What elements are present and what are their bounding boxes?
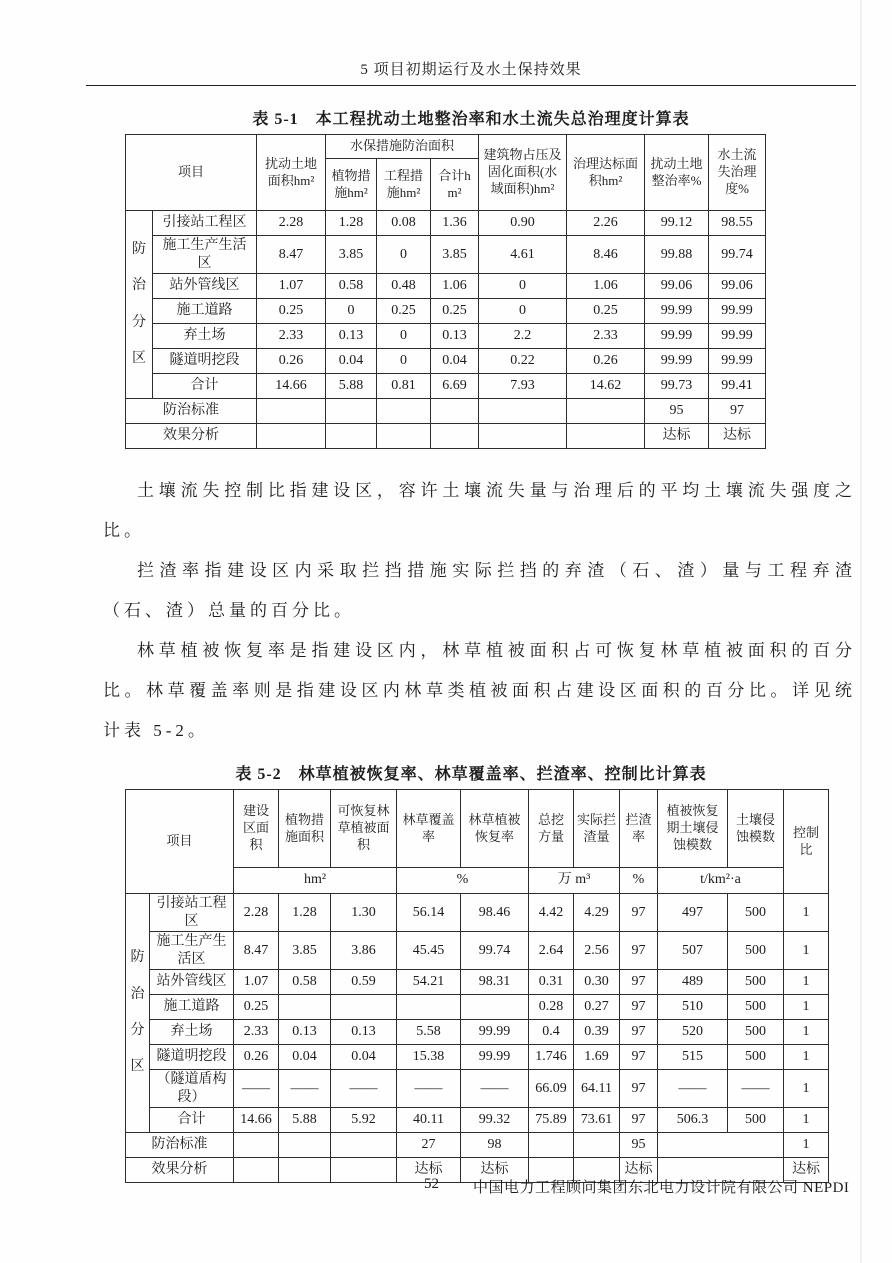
table-cell: 5.88 <box>279 1108 331 1133</box>
table-cell: 施工道路 <box>150 995 234 1020</box>
table-cell <box>431 399 479 424</box>
table-cell <box>279 995 331 1020</box>
table-row <box>126 399 766 424</box>
table-cell: 0.26 <box>567 349 645 374</box>
table-cell: 4.42 <box>529 894 574 932</box>
table-cell: 1 <box>784 1045 829 1070</box>
table-cell: 0.04 <box>326 349 377 374</box>
column-header: % <box>620 868 658 894</box>
table-cell: 500 <box>728 1108 784 1133</box>
table-cell: 0 <box>479 274 567 299</box>
table-cell: 14.66 <box>257 374 326 399</box>
table-cell <box>234 1133 279 1158</box>
table-cell: 73.61 <box>574 1108 620 1133</box>
table-cell: 515 <box>658 1045 728 1070</box>
table-cell: 99.32 <box>461 1108 529 1133</box>
table-cell: 0.04 <box>431 349 479 374</box>
table-cell: 40.11 <box>397 1108 461 1133</box>
page-number: 52 <box>424 1176 439 1192</box>
table-cell: —— <box>461 1070 529 1108</box>
table-cell: 弃土场 <box>153 324 257 349</box>
table-row <box>126 299 766 324</box>
table-cell: 97 <box>620 932 658 970</box>
table-5-1-body <box>126 211 766 449</box>
table-cell: 2.26 <box>567 211 645 236</box>
table-cell: 1 <box>784 1070 829 1108</box>
table-cell: 1.69 <box>574 1045 620 1070</box>
table-cell <box>257 424 326 449</box>
column-header: 控制比 <box>784 790 829 894</box>
table-cell: 99.74 <box>461 932 529 970</box>
table-row <box>126 995 829 1020</box>
table-cell: 0.58 <box>326 274 377 299</box>
table-cell: 56.14 <box>397 894 461 932</box>
column-header: 扰动土地整治率% <box>645 135 709 211</box>
column-header: 林草植被恢复率 <box>461 790 529 868</box>
table-cell: 6.69 <box>431 374 479 399</box>
table-cell: 14.66 <box>234 1108 279 1133</box>
table-cell: 防治标准 <box>126 399 257 424</box>
table-row <box>126 1070 829 1108</box>
table-row <box>126 1045 829 1070</box>
table-cell: 1.06 <box>431 274 479 299</box>
table-row <box>126 1020 829 1045</box>
table-cell: 1.07 <box>234 970 279 995</box>
table-cell: 0.13 <box>279 1020 331 1045</box>
table-cell <box>397 995 461 1020</box>
table-row <box>126 424 766 449</box>
table-cell: （隧道盾构段） <box>150 1070 234 1108</box>
table-5-1-head <box>126 135 766 211</box>
table-row <box>126 274 766 299</box>
table-cell <box>257 399 326 424</box>
running-header: 5 项目初期运行及水土保持效果 <box>360 62 582 78</box>
column-header: % <box>397 868 529 894</box>
table-cell: 75.89 <box>529 1108 574 1133</box>
table-cell: 0.26 <box>257 349 326 374</box>
table-cell: 0.30 <box>574 970 620 995</box>
table-cell <box>567 424 645 449</box>
table-cell: 1 <box>784 995 829 1020</box>
table-cell: —— <box>658 1070 728 1108</box>
table-cell: 98.46 <box>461 894 529 932</box>
table-cell: 2.56 <box>574 932 620 970</box>
table-cell: 0.28 <box>529 995 574 1020</box>
table-cell: 施工道路 <box>153 299 257 324</box>
table-cell: 达标 <box>645 424 709 449</box>
table-row <box>126 135 766 159</box>
running-footer <box>0 1176 892 1196</box>
table-row <box>126 932 829 970</box>
table-cell: 0.58 <box>279 970 331 995</box>
table-cell: 1 <box>784 970 829 995</box>
table-cell: 500 <box>728 894 784 932</box>
table-cell: 520 <box>658 1020 728 1045</box>
table-cell: 站外管线区 <box>153 274 257 299</box>
column-header: 项目 <box>126 790 234 894</box>
table-cell: 99.06 <box>645 274 709 299</box>
table-cell: 1.07 <box>257 274 326 299</box>
table-cell: 0 <box>377 324 431 349</box>
paragraph-vegetation-recovery-rate: 林草植被恢复率是指建设区内，林草植被面积占可恢复林草植被面积的百分比。林草覆盖率则是指建设区内林草类植被面积占建设区面积的百分比。详见统计表 5-2。 <box>103 641 856 740</box>
column-header: 工程措施hm² <box>377 159 431 211</box>
table-cell: 3.85 <box>326 236 377 274</box>
table-cell: 54.21 <box>397 970 461 995</box>
table-cell <box>574 1133 620 1158</box>
table-cell: 达标 <box>461 1158 529 1183</box>
table-cell: 4.61 <box>479 236 567 274</box>
table-cell: 97 <box>620 1020 658 1045</box>
column-header: 林草覆盖率 <box>397 790 461 868</box>
table-5-2-title: 表 5-2 林草植被恢复率、林草覆盖率、拦渣率、控制比计算表 <box>235 766 707 783</box>
table-cell: 0.25 <box>431 299 479 324</box>
table-cell: 2.2 <box>479 324 567 349</box>
table-cell: 0.90 <box>479 211 567 236</box>
table-cell <box>279 1133 331 1158</box>
table-5-2-body <box>126 894 829 1183</box>
table-cell: 99.99 <box>461 1045 529 1070</box>
table-cell <box>567 399 645 424</box>
table-cell: 3.86 <box>331 932 397 970</box>
table-cell: 500 <box>728 1020 784 1045</box>
table-cell: 99.99 <box>461 1020 529 1045</box>
table-cell: 99.99 <box>645 324 709 349</box>
table-cell: 2.28 <box>234 894 279 932</box>
table-cell: 66.09 <box>529 1070 574 1108</box>
table-cell: 0.08 <box>377 211 431 236</box>
header-rule <box>86 85 856 86</box>
column-header: 水土流失治理度% <box>709 135 766 211</box>
table-cell: 防治分区 <box>126 894 150 1133</box>
table-cell: 达标 <box>709 424 766 449</box>
table-cell <box>326 424 377 449</box>
table-cell: 97 <box>620 1045 658 1070</box>
table-cell: 0.22 <box>479 349 567 374</box>
column-header: 土壤侵蚀模数 <box>728 790 784 868</box>
table-cell: 效果分析 <box>126 424 257 449</box>
table-row <box>126 236 766 274</box>
table-cell: 0.81 <box>377 374 431 399</box>
table-cell: 2.28 <box>257 211 326 236</box>
table-row <box>126 324 766 349</box>
table-cell: 97 <box>620 1070 658 1108</box>
table-row <box>126 1133 829 1158</box>
table-row <box>126 790 829 868</box>
table-cell: 效果分析 <box>126 1158 234 1183</box>
table-cell: 1.36 <box>431 211 479 236</box>
table-cell: 弃土场 <box>150 1020 234 1045</box>
table-cell: —— <box>728 1070 784 1108</box>
table-cell: 99.99 <box>709 299 766 324</box>
table-cell: 97 <box>620 894 658 932</box>
table-cell: 0.25 <box>377 299 431 324</box>
table-cell: 7.93 <box>479 374 567 399</box>
table-cell: 0 <box>377 236 431 274</box>
table-cell <box>431 424 479 449</box>
column-header: 植物措施hm² <box>326 159 377 211</box>
table-cell: 99.99 <box>709 324 766 349</box>
table-5-1-title: 表 5-1 本工程扰动土地整治率和水土流失总治理度计算表 <box>252 111 690 128</box>
table-cell: 0 <box>377 349 431 374</box>
table-cell: 98.55 <box>709 211 766 236</box>
table-cell: 14.62 <box>567 374 645 399</box>
table-cell: 5.88 <box>326 374 377 399</box>
table-5-2-head <box>126 790 829 894</box>
table-cell: 引接站工程区 <box>150 894 234 932</box>
table-cell: 隧道明挖段 <box>153 349 257 374</box>
table-cell: 0.13 <box>331 1020 397 1045</box>
table-cell: 2.33 <box>257 324 326 349</box>
table-cell: 4.29 <box>574 894 620 932</box>
column-header: 实际拦渣量 <box>574 790 620 868</box>
column-header: 可恢复林草植被面积 <box>331 790 397 868</box>
table-cell: 1.28 <box>279 894 331 932</box>
table-cell: 0.26 <box>234 1045 279 1070</box>
table-cell: 0.27 <box>574 995 620 1020</box>
column-header: 建筑物占压及固化面积(水域面积)hm² <box>479 135 567 211</box>
table-row <box>126 970 829 995</box>
table-cell: 0.59 <box>331 970 397 995</box>
table-cell: 防治标准 <box>126 1133 234 1158</box>
column-header: 总挖方量 <box>529 790 574 868</box>
table-row <box>126 374 766 399</box>
table-cell: 1.28 <box>326 211 377 236</box>
column-header: hm² <box>234 868 397 894</box>
column-header: 拦渣率 <box>620 790 658 868</box>
table-cell <box>331 995 397 1020</box>
table-cell: 引接站工程区 <box>153 211 257 236</box>
table-cell: 3.85 <box>279 932 331 970</box>
table-cell: 1.06 <box>567 274 645 299</box>
table-cell: 99.74 <box>709 236 766 274</box>
column-header: 扰动土地面积hm² <box>257 135 326 211</box>
column-header: 水保措施防治面积 <box>326 135 479 159</box>
paragraph-debris-retention-rate: 拦渣率指建设区内采取拦挡措施实际拦挡的弃渣（石、渣）量与工程弃渣（石、渣）总量的百分比。 <box>103 561 856 620</box>
table-cell: 1.746 <box>529 1045 574 1070</box>
column-header: 万 m³ <box>529 868 620 894</box>
table-cell: 5.92 <box>331 1108 397 1133</box>
table-cell: 497 <box>658 894 728 932</box>
table-cell: 施工生产生活区 <box>153 236 257 274</box>
table-5-2 <box>125 789 829 1183</box>
table-cell: —— <box>397 1070 461 1108</box>
table-cell <box>479 424 567 449</box>
table-row <box>126 211 766 236</box>
table-cell: 95 <box>645 399 709 424</box>
table-cell: 防治分区 <box>126 211 153 399</box>
table-cell: 0.25 <box>257 299 326 324</box>
scan-edge-artifact <box>860 0 862 1263</box>
table-cell: —— <box>279 1070 331 1108</box>
table-cell <box>658 1133 784 1158</box>
table-cell: 站外管线区 <box>150 970 234 995</box>
column-header: 治理达标面积hm² <box>567 135 645 211</box>
table-cell: 达标 <box>620 1158 658 1183</box>
table-cell: 0 <box>479 299 567 324</box>
table-cell: 97 <box>620 970 658 995</box>
table-cell: 2.33 <box>234 1020 279 1045</box>
table-cell: 489 <box>658 970 728 995</box>
table-cell: 99.99 <box>645 349 709 374</box>
table-cell: 0.13 <box>431 324 479 349</box>
table-cell: 507 <box>658 932 728 970</box>
table-cell: 8.47 <box>234 932 279 970</box>
table-cell: 98 <box>461 1133 529 1158</box>
table-cell: 8.46 <box>567 236 645 274</box>
table-cell <box>326 399 377 424</box>
table-cell <box>461 995 529 1020</box>
table-row <box>126 349 766 374</box>
table-cell: 1 <box>784 1020 829 1045</box>
footer-organization: 中国电力工程顾问集团东北电力设计院有限公司 NEPDI <box>473 1180 850 1196</box>
table-cell <box>479 399 567 424</box>
table-cell <box>529 1133 574 1158</box>
table-cell: 506.3 <box>658 1108 728 1133</box>
table-cell: 500 <box>728 1045 784 1070</box>
table-cell: 99.41 <box>709 374 766 399</box>
table-cell: 95 <box>620 1133 658 1158</box>
table-cell <box>331 1133 397 1158</box>
table-cell: 合计 <box>150 1108 234 1133</box>
page-content <box>86 100 856 1183</box>
table-cell: 98.31 <box>461 970 529 995</box>
table-cell: —— <box>331 1070 397 1108</box>
table-cell: 0.04 <box>331 1045 397 1070</box>
table-cell: 0.25 <box>567 299 645 324</box>
table-cell: 15.38 <box>397 1045 461 1070</box>
table-cell: 99.12 <box>645 211 709 236</box>
table-cell: 500 <box>728 970 784 995</box>
table-cell: 64.11 <box>574 1070 620 1108</box>
table-cell: 施工生产生活区 <box>150 932 234 970</box>
table-cell: 500 <box>728 932 784 970</box>
table-cell: 0.13 <box>326 324 377 349</box>
table-cell: 0.48 <box>377 274 431 299</box>
table-cell: —— <box>234 1070 279 1108</box>
table-cell: 1 <box>784 894 829 932</box>
table-cell: 97 <box>620 1108 658 1133</box>
column-header: t/km²·a <box>658 868 784 894</box>
column-header: 合计hm² <box>431 159 479 211</box>
table-cell: 1 <box>784 1133 829 1158</box>
table-cell: 99.06 <box>709 274 766 299</box>
table-cell: 97 <box>709 399 766 424</box>
table-cell: 达标 <box>397 1158 461 1183</box>
table-cell: 99.99 <box>709 349 766 374</box>
table-cell: 45.45 <box>397 932 461 970</box>
table-cell: 99.73 <box>645 374 709 399</box>
table-cell: 1 <box>784 932 829 970</box>
table-cell: 99.88 <box>645 236 709 274</box>
table-cell: 8.47 <box>257 236 326 274</box>
table-cell: 99.99 <box>645 299 709 324</box>
table-cell: 0.31 <box>529 970 574 995</box>
column-header: 项目 <box>126 135 257 211</box>
table-row <box>126 1108 829 1133</box>
table-cell: 500 <box>728 995 784 1020</box>
table-cell <box>377 424 431 449</box>
table-cell: 0.04 <box>279 1045 331 1070</box>
table-cell: 0.39 <box>574 1020 620 1045</box>
column-header: 植被恢复期土壤侵蚀模数 <box>658 790 728 868</box>
table-cell: 2.33 <box>567 324 645 349</box>
table-5-1 <box>125 134 766 449</box>
column-header: 植物措施面积 <box>279 790 331 868</box>
table-cell: 1.30 <box>331 894 397 932</box>
table-cell: 2.64 <box>529 932 574 970</box>
table-row <box>126 894 829 932</box>
table-cell: 5.58 <box>397 1020 461 1045</box>
table-cell: 3.85 <box>431 236 479 274</box>
table-cell: 510 <box>658 995 728 1020</box>
table-cell: 97 <box>620 995 658 1020</box>
table-cell: 隧道明挖段 <box>150 1045 234 1070</box>
table-cell: 合计 <box>153 374 257 399</box>
definition-paragraphs <box>103 471 856 751</box>
column-header: 建设区面积 <box>234 790 279 868</box>
table-cell <box>377 399 431 424</box>
table-cell: 0.25 <box>234 995 279 1020</box>
table-cell: 0.4 <box>529 1020 574 1045</box>
paragraph-soil-loss-control-ratio: 土壤流失控制比指建设区，容许土壤流失量与治理后的平均土壤流失强度之比。 <box>103 481 856 540</box>
table-cell: 27 <box>397 1133 461 1158</box>
table-cell: 0 <box>326 299 377 324</box>
table-cell: 1 <box>784 1108 829 1133</box>
table-cell: 达标 <box>784 1158 829 1183</box>
